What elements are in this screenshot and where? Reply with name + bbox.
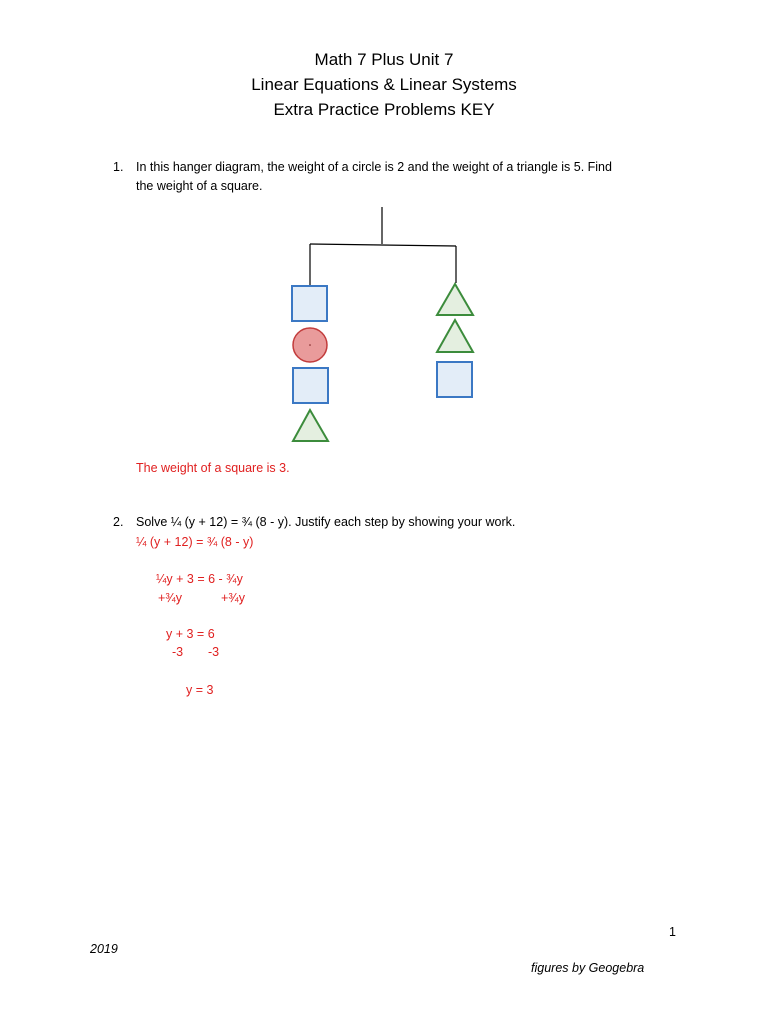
work-line-1: ¼ (y + 12) = ¾ (8 - y) (136, 535, 254, 549)
doc-title-line-3: Extra Practice Problems KEY (273, 100, 495, 119)
work-line-3-left: +¾y (158, 591, 182, 605)
page-number: 1 (669, 925, 676, 939)
hanger-bar (310, 244, 456, 246)
work-line-4: y + 3 = 6 (166, 627, 215, 641)
work-line-5-left: -3 (172, 645, 184, 659)
doc-title-line-1: Math 7 Plus Unit 7 (314, 50, 454, 69)
question-1-text-line-1: In this hanger diagram, the weight of a circle is 2 and the weight of a triangle is 5. Find (136, 160, 612, 174)
right-triangle-1 (437, 284, 473, 315)
right-square (437, 362, 472, 397)
work-line-2: ¼y + 3 = 6 - ¾y (156, 572, 243, 586)
question-2-text: Solve ¼ (y + 12) = ¾ (8 - y). Justify each step by showing your work. (136, 515, 516, 529)
circle-center-dot (309, 344, 311, 346)
right-triangle-2 (437, 320, 473, 352)
footer-credit: figures by Geogebra (531, 961, 645, 975)
work-line-6: y = 3 (186, 683, 214, 697)
question-2-number: 2. (113, 515, 124, 529)
question-1-answer: The weight of a square is 3. (136, 461, 290, 475)
question-1-text-line-2: the weight of a square. (136, 179, 263, 193)
left-square-1 (292, 286, 327, 321)
question-1-number: 1. (113, 160, 124, 174)
left-square-2 (293, 368, 328, 403)
work-line-3-right: +¾y (221, 591, 245, 605)
work-line-5-right: -3 (208, 645, 220, 659)
left-triangle (293, 410, 328, 441)
footer-year: 2019 (90, 942, 118, 956)
doc-title-line-2: Linear Equations & Linear Systems (251, 75, 517, 94)
